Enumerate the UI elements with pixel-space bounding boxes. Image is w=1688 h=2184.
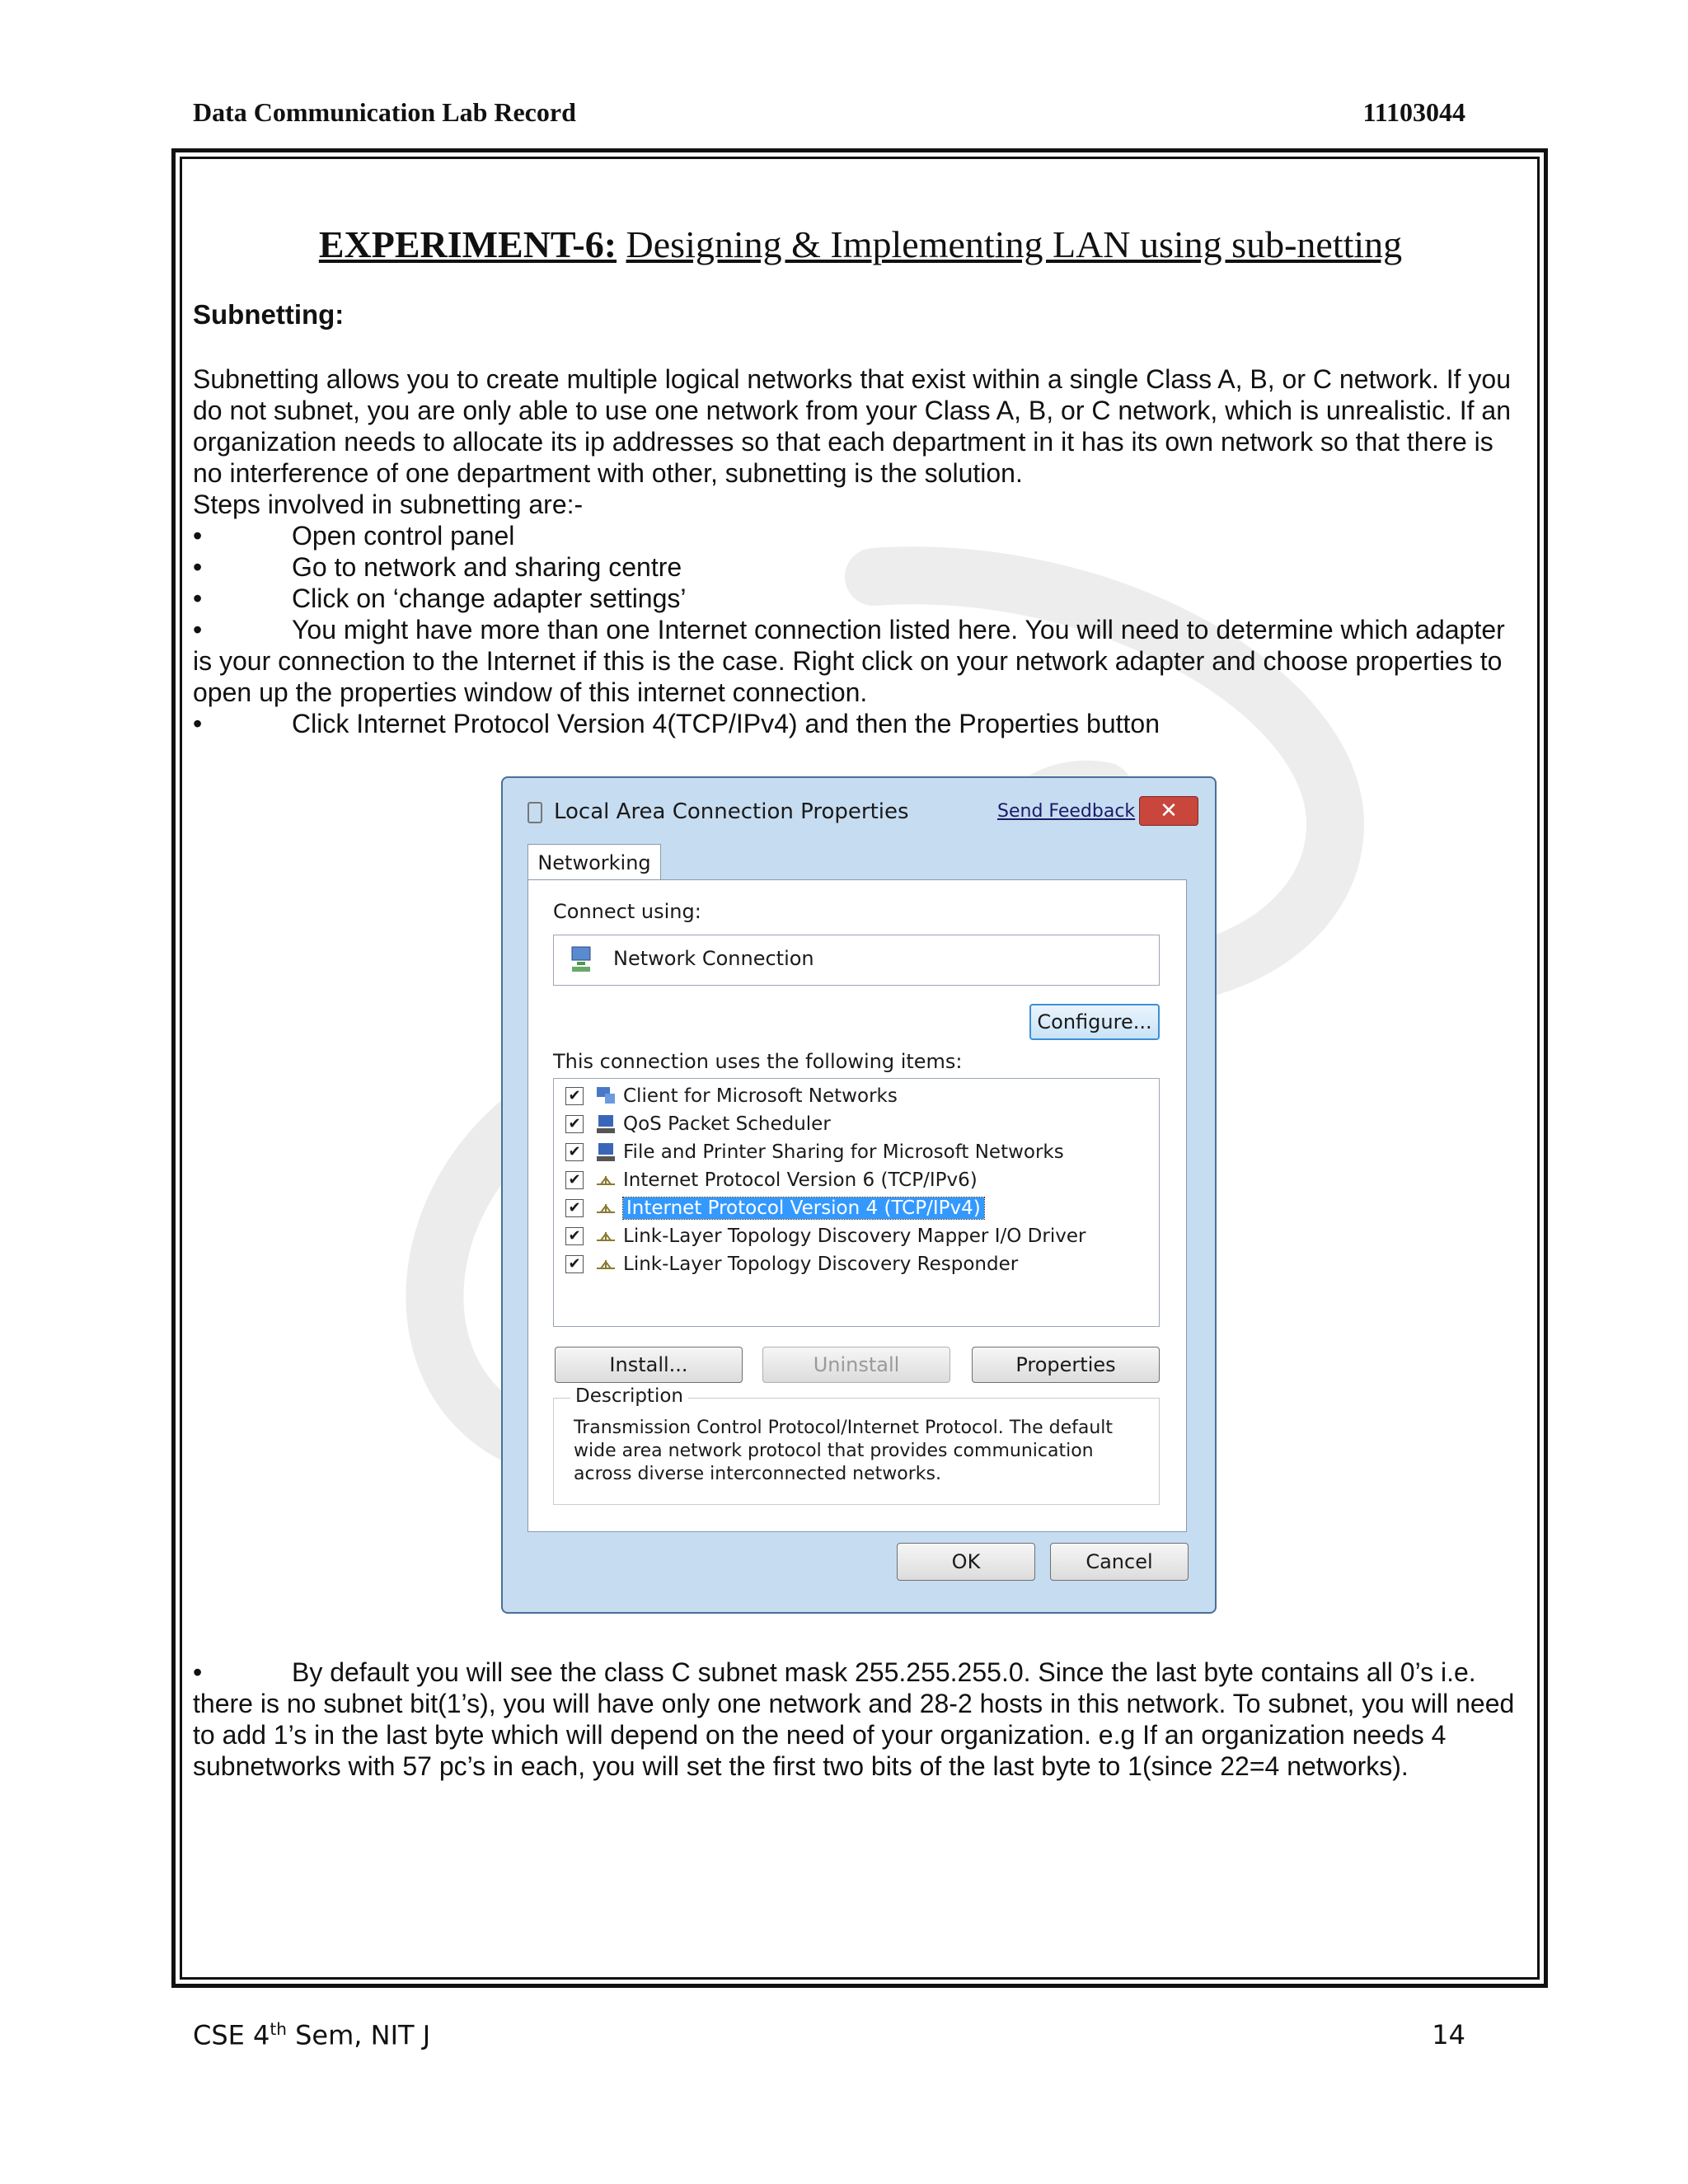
protocol-icon xyxy=(593,1226,618,1247)
header-roll-number: 11103044 xyxy=(1362,97,1465,127)
list-item[interactable]: ✔ Link-Layer Topology Discovery Responder xyxy=(565,1250,1018,1278)
cancel-button[interactable]: Cancel xyxy=(1050,1543,1189,1581)
file-sharing-icon xyxy=(593,1141,618,1163)
tab-networking[interactable]: Networking xyxy=(528,844,661,881)
step-item: • Click Internet Protocol Version 4(TCP/IPv4) and then the Properties button xyxy=(193,709,1160,738)
protocol-icon xyxy=(593,1169,618,1191)
item-checkbox[interactable]: ✔ xyxy=(565,1171,584,1189)
network-icon xyxy=(528,802,542,823)
selected-item: Internet Protocol Version 4 (TCP/IPv4) xyxy=(623,1197,984,1219)
list-item[interactable]: ✔ QoS Packet Scheduler xyxy=(565,1110,831,1138)
item-checkbox[interactable]: ✔ xyxy=(565,1199,584,1217)
connect-using-label: Connect using: xyxy=(553,900,701,923)
page-number: 14 xyxy=(1432,2019,1465,2050)
adapter-box xyxy=(553,935,1160,986)
network-adapter-icon xyxy=(569,945,593,973)
adapter-name: Network Connection xyxy=(613,947,814,970)
item-checkbox[interactable]: ✔ xyxy=(565,1143,584,1161)
lan-properties-dialog xyxy=(501,776,1217,1614)
list-item[interactable] xyxy=(565,1194,984,1222)
networking-panel xyxy=(528,879,1187,1532)
step-item: • Click on ‘change adapter settings’ xyxy=(193,583,687,613)
description-group xyxy=(553,1385,1160,1505)
final-step-section xyxy=(193,1657,1528,1782)
item-checkbox[interactable]: ✔ xyxy=(565,1115,584,1133)
item-checkbox[interactable]: ✔ xyxy=(565,1255,584,1273)
step-item: • You might have more than one Internet connection listed here. You will need to determine which adapter is your connection to the Internet if this is the case. Right click on your network adapter and choose properties to open up the properties window of this internet connection. xyxy=(193,615,1505,707)
components-list[interactable] xyxy=(553,1078,1160,1327)
intro-paragraph: Subnetting allows you to create multiple logical networks that exist within a single Class A, B, or C network. If you do not subnet, you are only able to use one network from your Class A, B, or C network, which is unrealistic. If an organization needs to allocate its ip addresses so that each department in it has its own network so that there is no interference of one department with other, subnetting is the solution. xyxy=(193,364,1512,488)
item-checkbox[interactable]: ✔ xyxy=(565,1087,584,1105)
item-checkbox[interactable]: ✔ xyxy=(565,1227,584,1245)
protocol-icon xyxy=(593,1197,618,1219)
configure-button[interactable]: Configure... xyxy=(1029,1004,1160,1040)
ok-button[interactable]: OK xyxy=(897,1543,1035,1581)
protocol-icon xyxy=(593,1254,618,1275)
install-button[interactable]: Install... xyxy=(555,1347,743,1383)
client-icon xyxy=(593,1085,618,1107)
footer-course: CSE 4th Sem, NIT J xyxy=(193,2019,431,2051)
list-item[interactable]: ✔ Client for Microsoft Networks xyxy=(565,1082,898,1110)
steps-intro: Steps involved in subnetting are:- xyxy=(193,490,584,519)
scheduler-icon xyxy=(593,1113,618,1135)
list-item[interactable]: ✔ File and Printer Sharing for Microsoft Networks xyxy=(565,1138,1064,1166)
dialog-title: Local Area Connection Properties xyxy=(528,799,909,824)
send-feedback-link[interactable]: Send Feedback xyxy=(997,801,1136,822)
items-label: This connection uses the following items: xyxy=(553,1050,963,1073)
experiment-title: EXPERIMENT-6: Designing & Implementing LAN using sub-netting xyxy=(318,223,1403,265)
uninstall-button[interactable]: Uninstall xyxy=(762,1347,950,1383)
properties-button[interactable]: Properties xyxy=(972,1347,1160,1383)
section-heading: Subnetting: xyxy=(193,299,345,330)
close-button[interactable]: ✕ xyxy=(1139,796,1198,826)
description-label: Description xyxy=(570,1385,688,1407)
step-item: • Go to network and sharing centre xyxy=(193,552,682,582)
list-item[interactable]: ✔ Internet Protocol Version 6 (TCP/IPv6) xyxy=(565,1166,978,1194)
page-content xyxy=(193,223,1528,739)
list-item[interactable]: ✔ Link-Layer Topology Discovery Mapper I/O Driver xyxy=(565,1222,1085,1250)
description-text: Transmission Control Protocol/Internet Protocol. The default wide area network protocol that provides communication across diverse interconnected networks. xyxy=(574,1418,1114,1484)
header-title: Data Communication Lab Record xyxy=(193,97,576,127)
step-item: • By default you will see the class C subnet mask 255.255.255.0. Since the last byte contains all 0’s i.e. there is no subnet bit(1’s), you will have only one network and 28-2 hosts in this network. To subnet, you will need to add 1’s in the last byte which will depend on the need of your organization. e.g If an organization needs 4 subnetworks with 57 pc’s in each, you will set the first two bits of the last byte to 1(since 22=4 networks). xyxy=(193,1657,1515,1781)
step-item: • Open control panel xyxy=(193,521,515,551)
